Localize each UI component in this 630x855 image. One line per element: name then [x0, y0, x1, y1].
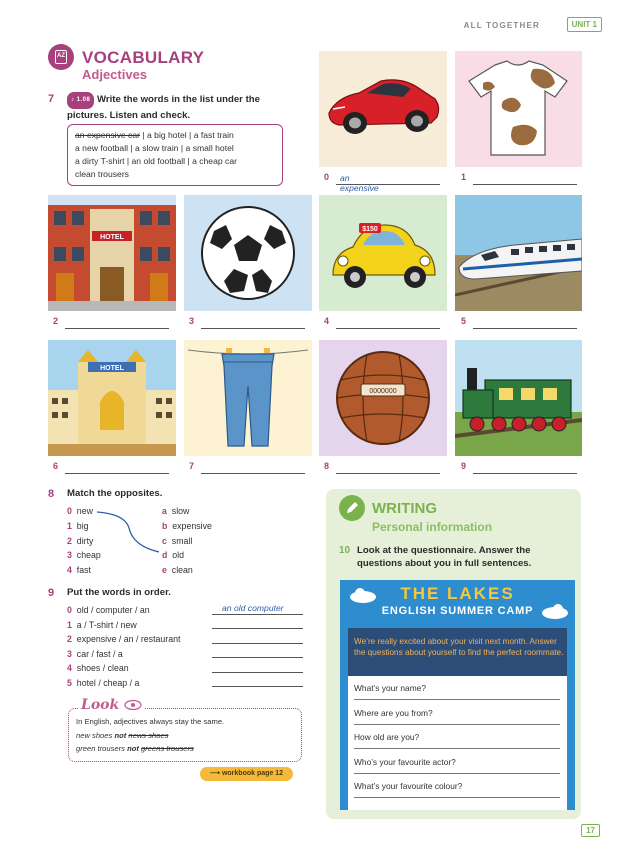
match-right-d: d old — [162, 550, 185, 560]
word-item: a small hotel — [185, 143, 234, 153]
answer-line-1[interactable] — [212, 628, 303, 629]
exercise-10-instruction: Look at the questionnaire. Answer the questions about you in full sentences. — [357, 545, 532, 569]
questionnaire-card — [340, 580, 575, 810]
caption-9[interactable]: 9 — [461, 461, 466, 471]
answer-line-0[interactable] — [212, 614, 303, 615]
look-title: Look — [78, 697, 145, 713]
match-left-1: 1 big — [67, 521, 89, 531]
caption-7[interactable]: 7 — [189, 461, 194, 471]
match-right-c: c small — [162, 536, 193, 546]
match-left-4: 4 fast — [67, 565, 91, 575]
dictionary-icon: AZ — [48, 44, 74, 70]
look-example-1: new shoes not news shoes — [76, 731, 169, 740]
pencil-icon — [339, 495, 365, 521]
eye-icon — [124, 699, 142, 710]
word-item: a big hotel — [147, 130, 187, 140]
vocabulary-subtitle: Adjectives — [82, 67, 148, 82]
page-number: 17 — [581, 824, 600, 837]
caption-8[interactable]: 8 — [324, 461, 329, 471]
exercise-7-instruction: ♪ 1.08 Write the words in the list under the pictures. Listen and check. — [67, 94, 260, 121]
look-example-2: green trousers not greens trousers — [76, 744, 194, 753]
picture-old-football — [319, 340, 447, 456]
caption-1[interactable]: 1 — [461, 172, 466, 182]
picture-dirty-tshirt — [455, 51, 582, 167]
answer-line-4[interactable] — [212, 672, 303, 673]
word-item: a cheap car — [192, 156, 237, 166]
match-right-e: e clean — [162, 565, 193, 575]
caption-6[interactable]: 6 — [53, 461, 58, 471]
question-5[interactable]: What’s your favourite colour? — [354, 781, 562, 791]
match-line — [95, 508, 165, 558]
arrow-right-icon: ⟶ — [209, 770, 220, 777]
caption-3[interactable]: 3 — [189, 316, 194, 326]
word-item: a slow train — [135, 143, 179, 153]
picture-expensive-car — [319, 51, 447, 167]
order-item-3: 3 car / fast / a — [67, 649, 123, 659]
word-item: an old football — [131, 156, 186, 166]
answer-line-5[interactable] — [212, 686, 303, 687]
word-item: a new football — [75, 143, 129, 153]
caption-5[interactable]: 5 — [461, 316, 466, 326]
caption-0[interactable]: 0 an expensive — [324, 172, 329, 182]
exercise-9-number: 9 — [48, 587, 55, 599]
camp-subtitle: ENGLISH SUMMER CAMP — [381, 605, 534, 617]
picture-small-hotel — [48, 195, 176, 311]
order-item-1: 1 a / T-shirt / new — [67, 620, 137, 630]
svg-text:HOTEL: HOTEL — [100, 365, 124, 372]
word-item: a dirty T-shirt — [75, 156, 125, 166]
word-item: a fast train — [193, 130, 234, 140]
match-left-2: 2 dirty — [67, 536, 94, 546]
look-rule: In English, adjectives always stay the same. — [76, 717, 225, 726]
question-2[interactable]: Where are you from? — [354, 708, 562, 718]
exercise-8-number: 8 — [48, 488, 55, 500]
picture-clean-trousers — [184, 340, 312, 456]
answer-line-3[interactable] — [212, 657, 303, 658]
exercise-8-instruction: Match the opposites. — [67, 488, 163, 499]
match-right-b: b expensive — [162, 521, 212, 531]
svg-text:$150: $150 — [362, 226, 378, 233]
word-item: an expensive car — [75, 130, 140, 140]
caption-4[interactable]: 4 — [324, 316, 329, 326]
answer-line-2[interactable] — [212, 643, 303, 644]
exercise-10-number: 10 — [339, 545, 351, 556]
section-label: ALL TOGETHER — [463, 21, 540, 30]
audio-track-badge[interactable]: ♪ 1.08 — [67, 92, 94, 109]
picture-new-football — [184, 195, 312, 311]
match-left-3: 3 cheap — [67, 550, 101, 560]
order-item-0: 0 old / computer / an — [67, 605, 150, 615]
picture-big-hotel — [48, 340, 176, 456]
svg-text:HOTEL: HOTEL — [100, 234, 124, 241]
writing-subtitle: Personal information — [372, 520, 493, 534]
writing-title: WRITING — [372, 500, 437, 517]
picture-fast-train — [455, 195, 582, 311]
camp-message: We’re really excited about your visit next month. Answer the questions about yourself to find the perfect roommate. — [354, 637, 564, 657]
caption-2[interactable]: 2 — [53, 316, 58, 326]
vocabulary-title: VOCABULARY — [82, 48, 205, 67]
order-item-2: 2 expensive / an / restaurant — [67, 634, 181, 644]
question-4[interactable]: Who’s your favourite actor? — [354, 757, 562, 767]
order-item-5: 5 hotel / cheap / a — [67, 678, 140, 688]
match-right-a: a slow — [162, 506, 190, 516]
question-3[interactable]: How old are you? — [354, 732, 562, 742]
workbook-link[interactable]: ⟶ workbook page 12 — [200, 767, 293, 781]
exercise-7-number: 7 — [48, 93, 55, 105]
match-left-0: 0 new — [67, 506, 93, 516]
picture-cheap-car — [319, 195, 447, 311]
word-list-box: an expensive car | a big hotel | a fast train a new football | a slow train | a small hotel a dirty T-shirt | an old football | a cheap car clean trousers — [67, 124, 283, 186]
picture-slow-train — [455, 340, 582, 456]
question-1[interactable]: What’s your name? — [354, 683, 562, 693]
svg-text:0000000: 0000000 — [369, 388, 397, 395]
word-item: clean trousers — [75, 169, 129, 179]
order-item-4: 4 shoes / clean — [67, 663, 129, 673]
order-answer-0: an old computer — [222, 603, 284, 613]
exercise-9-instruction: Put the words in order. — [67, 587, 171, 598]
unit-badge: UNIT 1 — [567, 17, 602, 32]
camp-title: THE LAKES — [400, 584, 515, 603]
